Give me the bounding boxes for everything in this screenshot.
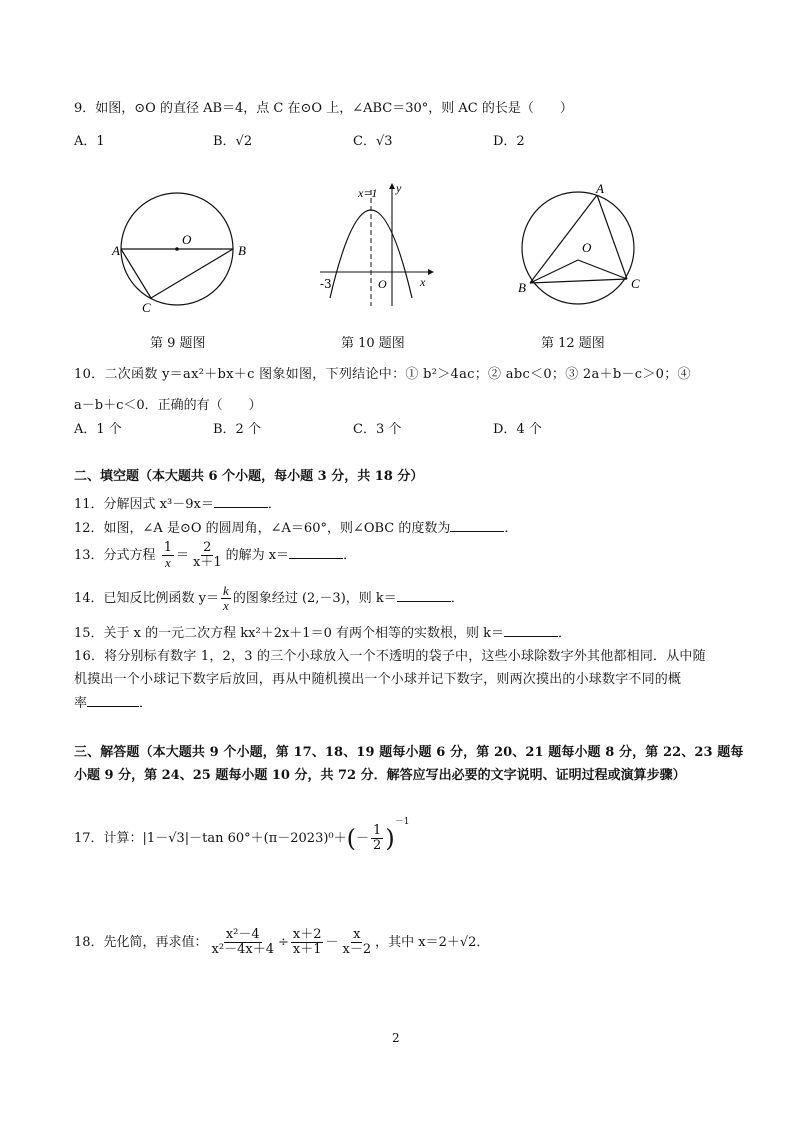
q14-answer-blank[interactable] <box>397 589 451 602</box>
q13: 13．分式方程 $\frac{1}{x}$ ＝ $\frac{2}{x+1}$ 的解为 x＝ ． <box>74 540 357 570</box>
q18-fraction-2 <box>291 928 324 957</box>
section-2-title: 二、填空题（本大题共 6 个小题，每小题 3 分，共 18 分） <box>74 469 424 484</box>
q9-option-c[interactable]: C．√3 <box>353 134 393 149</box>
q12: 12．如图，∠A 是⊙O 的圆周角，∠A＝60°，则∠OBC 的度数为 ． <box>74 521 518 536</box>
q13-pre: 13．分式方程 <box>74 548 156 563</box>
q12-answer-blank[interactable] <box>450 519 504 532</box>
fig10-x-arrow <box>428 269 434 275</box>
q15-text: 15．关于 x 的一元二次方程 kx²＋2x＋1＝0 有两个相等的实数根，则 k＝ <box>74 626 504 641</box>
figure-10 <box>316 180 436 310</box>
q10-stem-line1: 10．二次函数 y＝ax²＋bx＋c 图象如图，下列结论中：① b²＞4ac；② abc＜0；③ 2a＋b－c＞0；④ <box>74 367 691 382</box>
q11: 11．分解因式 x³－9x＝ ． <box>74 497 281 512</box>
q10-option-c[interactable]: C．3 个 <box>353 422 402 437</box>
q10-stem-line2: a－b＋c＜0．正确的有（ ） <box>74 398 262 413</box>
q13-answer-blank[interactable] <box>289 546 343 559</box>
q11-text: 11．分解因式 x³－9x＝ <box>74 497 214 512</box>
q18-d2: x＋1 <box>292 942 322 957</box>
fig12-label-b: B <box>518 280 526 295</box>
q13-equals: ＝ <box>175 548 189 563</box>
q17-paren-left: ( <box>346 824 357 853</box>
q17-paren-right: ) <box>385 824 395 853</box>
q17-inner-sign: － <box>356 831 370 846</box>
fig12-radius-oc <box>578 260 627 279</box>
q18-fraction-1 <box>210 928 276 957</box>
fig12-caption: 第 12 题图 <box>541 336 605 351</box>
figure-12 <box>510 180 650 305</box>
q18-div: ÷ <box>277 935 289 950</box>
fig10-label-minus3: -3 <box>320 277 332 291</box>
fig10-caption: 第 10 题图 <box>341 336 405 351</box>
fig12-label-a: A <box>596 181 604 196</box>
q9-options <box>74 133 674 151</box>
q18-d1: x²－4x＋4 <box>211 942 274 957</box>
q16-line3-text: 率 <box>74 696 88 711</box>
fig9-caption: 第 9 题图 <box>150 336 206 351</box>
q18-fraction-3 <box>341 928 374 957</box>
q9-option-a[interactable]: A．1 <box>74 134 105 149</box>
q13-den1: x <box>164 555 171 570</box>
fig12-circle <box>522 192 634 304</box>
fig10-label-y: y <box>396 181 402 195</box>
fig10-label-x: x <box>420 275 426 289</box>
q10-options <box>74 421 674 439</box>
q10-option-d[interactable]: D．4 个 <box>493 422 542 437</box>
q18-minus: － <box>325 935 339 950</box>
q13-den2: x＋1 <box>192 555 222 570</box>
q16-line3: 率 ． <box>74 696 153 711</box>
q16-line2: 机摸出一个小球记下数字后放回，再从中随机摸出一个小球并记下数字，则两次摸出的小球数字不同的概 <box>74 672 682 687</box>
q14-den: x <box>223 598 229 613</box>
q14-fraction <box>221 584 231 613</box>
q13-fraction-2 <box>191 541 224 570</box>
q10-option-a[interactable]: A．1 个 <box>74 422 122 437</box>
q18-n2: x＋2 <box>292 927 322 942</box>
q17-pre: 17．计算：|1－√3|－tan 60°＋(π－2023)⁰＋ <box>74 831 347 846</box>
fig10-label-o: O <box>378 277 387 291</box>
q17-fraction <box>371 824 383 853</box>
q11-answer-blank[interactable] <box>214 495 268 508</box>
q18-n1: x²－4 <box>225 927 260 942</box>
fig9-chord-ac <box>121 249 151 298</box>
fig12-label-c: C <box>631 276 640 291</box>
fig9-center-dot <box>175 247 179 251</box>
q13-fraction-1 <box>162 541 174 570</box>
fig10-y-arrow <box>389 183 395 189</box>
q14-pre: 14．已知反比例函数 y＝ <box>74 591 220 606</box>
q14-num: k <box>223 583 229 598</box>
fig12-label-o: O <box>582 240 592 255</box>
fig10-label-axis: x=1 <box>358 186 378 200</box>
q17-num: 1 <box>373 823 382 838</box>
fig12-chord-bc <box>530 279 627 283</box>
q18-d3: x－2 <box>342 942 372 957</box>
fig12-chord-ab <box>530 195 597 283</box>
q18-post: ，其中 x＝2＋√2． <box>375 935 490 950</box>
q16-line1: 16．将分别标有数字 1，2，3 的三个小球放入一个不透明的袋子中，这些小球除数字外其他都相同．从中随 <box>74 649 706 664</box>
q9-stem: 9．如图，⊙O 的直径 AB＝4，点 C 在⊙O 上，∠ABC＝30°，则 AC 的长是（ ） <box>74 101 573 116</box>
q9-option-d[interactable]: D．2 <box>493 134 525 149</box>
q17-exponent: －1 <box>394 817 410 827</box>
q9-option-b[interactable]: B．√2 <box>213 134 253 149</box>
fig12-radius-ob <box>530 260 578 283</box>
q17 <box>74 808 409 853</box>
q15-answer-blank[interactable] <box>504 624 558 637</box>
fig9-label-c: C <box>142 300 151 315</box>
q16-answer-blank[interactable] <box>87 694 139 707</box>
fig9-label-o: O <box>182 232 192 247</box>
q14: 14．已知反比例函数 y＝ $\frac{k}{x}$ 的图象经过 (2,－3)，则 k＝ ． <box>74 583 464 613</box>
fig9-chord-bc <box>151 249 233 298</box>
fig12-chord-ac <box>597 195 627 279</box>
fig9-label-a: A <box>112 243 120 258</box>
q12-text: 12．如图，∠A 是⊙O 的圆周角，∠A＝60°，则∠OBC 的度数为 <box>74 521 451 536</box>
q17-den: 2 <box>373 838 382 853</box>
q13-post: 的解为 x＝ <box>225 548 290 563</box>
q18-n3: x <box>353 927 361 942</box>
figure-9 <box>110 185 260 315</box>
q13-num2: 2 <box>203 540 212 555</box>
section-3-title-line1: 三、解答题（本大题共 9 个小题，第 17、18、19 题每小题 6 分，第 20、21 题每小题 8 分，第 22、23 题每 <box>74 745 744 760</box>
section-3-title-line2: 小题 9 分，第 24、25 题每小题 10 分，共 72 分．解答应写出必要的文字说明、证明过程或演算步骤） <box>74 768 686 783</box>
q18 <box>74 928 489 957</box>
q15: 15．关于 x 的一元二次方程 kx²＋2x＋1＝0 有两个相等的实数根，则 k＝ ． <box>74 626 571 641</box>
q18-pre: 18．先化简，再求值： <box>74 935 208 950</box>
q13-num1: 1 <box>163 540 172 555</box>
page-number: 2 <box>392 1031 400 1045</box>
fig9-label-b: B <box>238 243 246 258</box>
q14-post: 的图象经过 (2,－3)，则 k＝ <box>232 591 397 606</box>
q10-option-b[interactable]: B．2 个 <box>213 422 261 437</box>
